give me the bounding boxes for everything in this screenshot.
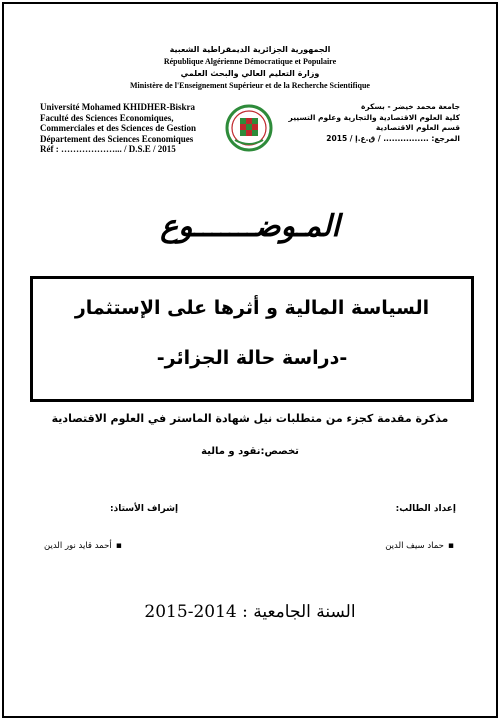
topic-heading: المـوضـــــــوع bbox=[160, 209, 340, 244]
faculty-ar: كلية العلوم الاقتصادية والتجارية وعلوم التسيير bbox=[288, 112, 460, 122]
document-page bbox=[2, 2, 498, 718]
prepared-by-label: إعداد الطالب: bbox=[395, 504, 456, 514]
student-entry bbox=[385, 541, 454, 551]
government-header bbox=[4, 44, 496, 92]
supervisor-name: أحمد قايد نور الدين bbox=[44, 541, 112, 551]
academic-year: السنة الجامعية : 2014-2015 bbox=[144, 602, 356, 622]
ministry-french: Ministère de l'Enseignement Supérieur et de la Recherche Scientifique bbox=[130, 81, 370, 90]
university-name-ar: جامعة محمد خيضر - بسكرة bbox=[360, 102, 460, 111]
specialty: تخصص:نقود و مالية bbox=[201, 446, 299, 457]
bullet-icon: ▪ bbox=[115, 541, 122, 551]
republic-arabic: الجمهورية الجزائرية الديمقراطية الشعبية bbox=[169, 45, 331, 54]
department-ar: قسم العلوم الاقتصادية bbox=[375, 123, 460, 132]
reference-fr: Réf : ………………... / D.S.E / 2015 bbox=[40, 144, 176, 154]
university-block-french bbox=[40, 102, 220, 155]
thesis-title-line-2: -دراسة حالة الجزائر- bbox=[156, 347, 348, 369]
thesis-title-box bbox=[30, 276, 474, 402]
student-name: حماد سيف الدين bbox=[385, 541, 444, 551]
supervisor-entry bbox=[44, 541, 122, 551]
university-logo-icon bbox=[225, 104, 273, 152]
memo-description: مذكرة مقدمة كجزء من متطلبات نيل شهادة الماستر في العلوم الاقتصادية bbox=[51, 412, 449, 425]
bullet-icon: ▪ bbox=[447, 541, 454, 551]
thesis-title-line-1: السياسة المالية و أثرها على الإستثمار bbox=[74, 297, 430, 319]
university-name-fr: Université Mohamed KHIDHER-Biskra bbox=[40, 102, 195, 112]
supervisor-label: إشراف الأستاذ: bbox=[110, 504, 179, 514]
republic-french: République Algérienne Démocratique et Populaire bbox=[163, 57, 337, 66]
department-fr: Département des Sciences Economiques bbox=[40, 133, 194, 144]
faculty-line-2-fr: Commerciales et des Sciences de Gestion bbox=[40, 123, 197, 133]
reference-ar: المرجع: ................ / ق.ع.إ / 2015 bbox=[326, 133, 460, 143]
faculty-line-1-fr: Faculté des Sciences Economiques, bbox=[40, 112, 174, 123]
ministry-arabic: وزارة التعليم العالي والبحث العلمي bbox=[180, 69, 320, 78]
university-block-arabic bbox=[280, 102, 460, 144]
